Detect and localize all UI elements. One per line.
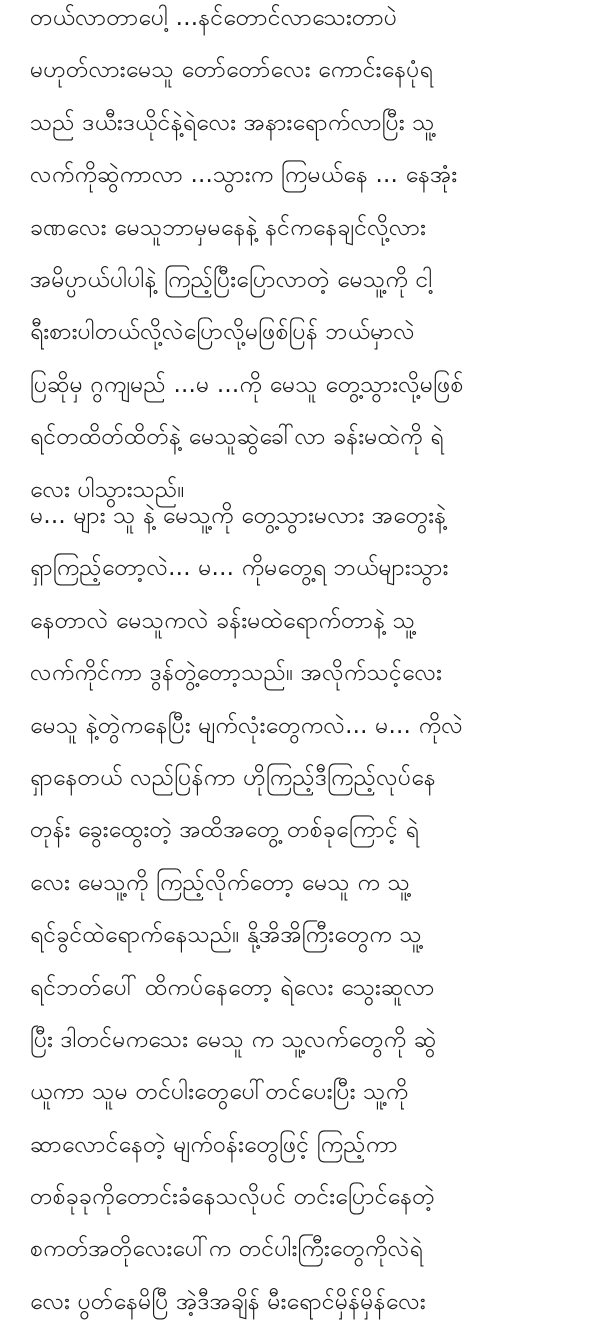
- text-line: လက်ကိုဆွဲကာလာ ...သွားက ကြမယ်နေ ... နေအုံး: [30, 162, 458, 189]
- text-line: အမိပ္ပာယ်ပါပါနဲ့ ကြည့်ပြီးပြောလာတဲ့ မေသူ့ကို ငါ့: [30, 266, 433, 293]
- text-line: ရှာကြည့်တော့လဲ... မ... ကိုမတွေ့ရ ဘယ်များသွား: [30, 555, 449, 582]
- text-line: ပြဆိုမှ ဂွကျမည် ...မ ...ကို မေသူ တွေ့သွားလို့မဖြစ်: [30, 371, 464, 398]
- text-line: လေး ပါသွားသည်။: [30, 476, 185, 503]
- text-line: သည် ဒယီးဒယိုင်နဲ့ရဲလေး အနားရောက်လာပြီး သူ့: [30, 109, 435, 136]
- text-line: လက်ကိုင်ကာ ဒွန်တွဲ့တော့သည်။ အလိုက်သင့်လေး: [30, 660, 443, 687]
- text-line: ယူကာ သူမ တင်ပါးတွေပေါ်တင်ပေးပြီး သူ့ကို: [30, 1079, 409, 1106]
- text-line: လေး ပွတ်နေမိပြီ အဲ့ဒီအချိန် မီးရောင်မှိန်မှိန်လေး: [30, 1288, 426, 1315]
- text-line: ခဏလေး မေသူဘာမှမနေနဲ့ နင်ကနေချင်လို့လား: [30, 214, 426, 241]
- text-line: တယ်လာတာပေါ့ ...နင်တောင်လာသေးတာပဲ: [30, 5, 398, 31]
- text-line: မ... များ သူ နဲ့ မေသူ့ကို တွေ့သွားမလား အတွေးနဲ့: [30, 503, 447, 529]
- text-line: ရင်ဘတ်ပေါ် ထိကပ်နေတော့ ရဲလေး သွေးဆူလာ: [30, 974, 435, 1001]
- text-line: မေသူ နဲ့တွဲကနေပြီး မျက်လုံးတွေကလဲ... မ... ကိုလဲ: [30, 712, 464, 739]
- paragraph-2: [30, 490, 585, 1328]
- text-line: တစ်ခုခုကိုတောင်းခံနေသလိုပင် တင်းပြောင်နေတဲ့: [30, 1184, 435, 1211]
- text-line: လေး မေသူ့ကို ကြည့်လိုက်တော့ မေသူ က သူ့: [30, 869, 411, 896]
- text-line: နေတာလဲ မေသူကလဲ ခန်းမထဲရောက်တာနဲ့ သူ့: [30, 607, 416, 634]
- text-line: မဟုတ်လားမေသူ တော်တော်လေး ကောင်းနေပုံရ: [30, 57, 433, 84]
- text-line: ပြီး ဒါတင်မကသေး မေသူ က သူ့လက်တွေကို ဆွဲ: [30, 1026, 437, 1053]
- text-line: ဆာလောင်နေတဲ့ မျက်ဝန်းတွေဖြင့် ကြည့်ကာ: [30, 1131, 398, 1158]
- text-line: ရှာနေတယ် လည်ပြန်ကာ ဟိုကြည့်ဒီကြည့်လုပ်နေ: [30, 764, 436, 791]
- text-line: ရင်ခွင်ထဲရောက်နေသည်။ နို့အိအိကြီးတွေက သူ့: [30, 922, 422, 949]
- paragraph-1: [30, 0, 585, 516]
- text-line: စကတ်အတိုလေးပေါ်က တင်ပါးကြီးတွေကိုလဲရဲ: [30, 1236, 423, 1263]
- text-line: ရင်တထိတ်ထိတ်နဲ့ မေသူဆွဲခေါ်လာ ခန်းမထဲကို ရဲ: [30, 424, 444, 451]
- text-line: ရီးစားပါတယ်လို့လဲပြောလို့မဖြစ်ပြန် ဘယ်မှာလဲ: [30, 319, 415, 346]
- text-line: တုန်း ခွေးထွေးတဲ့ အထိအတွေ့ တစ်ခုကြောင့် ရဲ: [30, 817, 419, 844]
